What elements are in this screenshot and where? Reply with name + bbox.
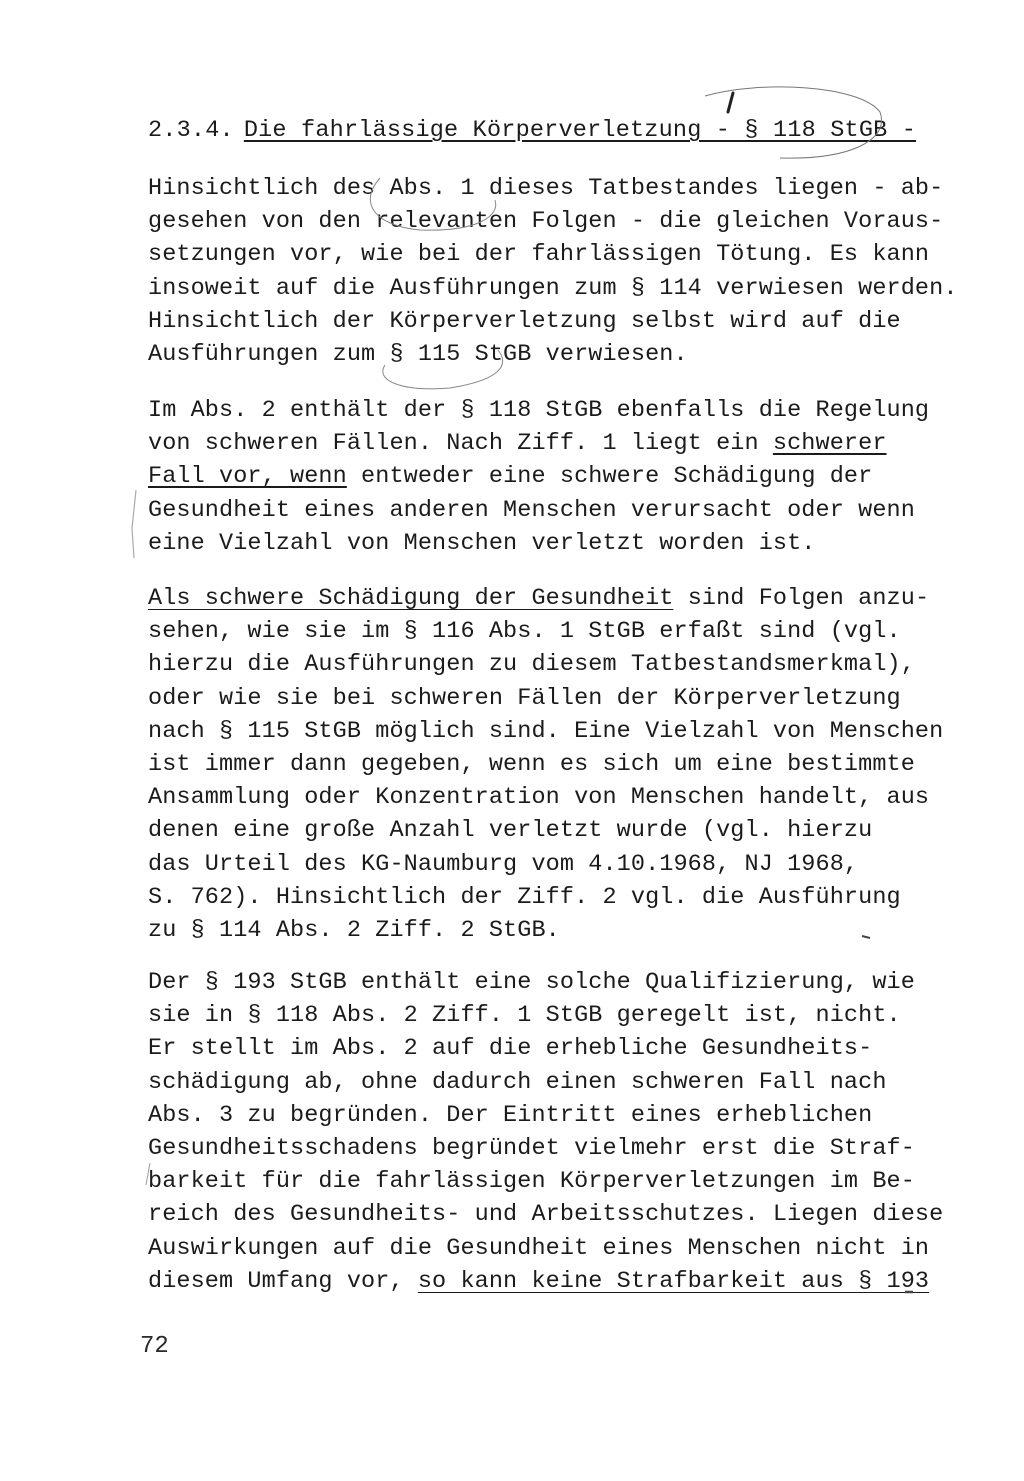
text-line: schädigung ab, ohne dadurch einen schweren Fall nach xyxy=(148,1068,887,1096)
text-line: sehen, wie sie im § 116 Abs. 1 StGB erfaßt sind (vgl. xyxy=(148,618,901,646)
text-line: eine Vielzahl von Menschen verletzt worden ist. xyxy=(148,529,816,557)
text-line: Abs. 3 zu begründen. Der Eintritt eines erheblichen xyxy=(148,1101,873,1129)
underlined-phrase: schwerer xyxy=(772,430,887,458)
paragraph-2 xyxy=(148,394,930,560)
text-line: das Urteil des KG-Naumburg vom 4.10.1968, NJ 1968, xyxy=(148,850,859,878)
text-line xyxy=(148,460,918,493)
text-line xyxy=(148,427,918,460)
text-line: S. 762). Hinsichtlich der Ziff. 2 vgl. die Ausführung xyxy=(148,883,901,911)
text-line: Gesundheit eines anderen Menschen verursacht oder wenn xyxy=(148,496,915,524)
underlined-phrase: Als schwere Schädigung der Gesundheit xyxy=(148,585,674,612)
pencil-margin-bracket xyxy=(132,490,136,558)
text-line: Der § 193 StGB enthält eine solche Qualifizierung, wie xyxy=(148,969,915,996)
text-line: Ansammlung oder Konzentration von Menschen handelt, aus xyxy=(148,784,930,812)
pencil-tick-mark xyxy=(728,93,733,112)
underlined-phrase: Fall vor, wenn xyxy=(148,463,347,491)
text-line: ist immer dann gegeben, wenn es sich um eine bestimmte xyxy=(148,750,915,778)
text-line xyxy=(148,1265,930,1298)
text-line xyxy=(148,582,930,615)
text-segment: diesem Umfang vor, xyxy=(148,1267,418,1295)
text-segment: von schweren Fällen. Nach Ziff. 1 liegt ein xyxy=(148,430,773,458)
text-line: Hinsichtlich des Abs. 1 dieses Tatbestandes liegen - ab- xyxy=(148,175,944,202)
underlined-phrase: so kann keine Strafbarkeit aus § 193 xyxy=(417,1267,930,1295)
text-line: barkeit für die fahrlässigen Körperverletzungen im Be- xyxy=(148,1168,915,1196)
text-line: hierzu die Ausführungen zu diesem Tatbestandsmerkmal), xyxy=(148,651,915,679)
text-line: reich des Gesundheits- und Arbeitsschutzes. Liegen diese xyxy=(148,1201,944,1229)
text-line: insoweit auf die Ausführungen zum § 114 verwiesen werden. xyxy=(148,274,958,302)
section-number: 2.3.4. xyxy=(148,117,234,144)
text-line: Ausführungen zum § 115 StGB verwiesen. xyxy=(148,340,688,368)
text-line: denen eine große Anzahl verletzt wurde (vgl. hierzu xyxy=(148,817,873,845)
text-line: Gesundheitsschadens begründet vielmehr erst die Straf- xyxy=(148,1134,915,1162)
text-line: sie in § 118 Abs. 2 Ziff. 1 StGB geregelt ist, nicht. xyxy=(148,1002,901,1030)
paragraph-3 xyxy=(148,582,944,947)
text-line: Im Abs. 2 enthält der § 118 StGB ebenfalls die Regelung xyxy=(148,397,930,424)
text-line: Er stellt im Abs. 2 auf die erhebliche Gesundheits- xyxy=(148,1035,873,1063)
text-line: gesehen von den relevanten Folgen - die gleichen Voraus- xyxy=(148,208,944,236)
text-line: setzungen vor, wie bei der fahrlässigen Tötung. Es kann xyxy=(148,241,930,269)
section-heading xyxy=(148,114,917,147)
text-segment: entweder eine schwere Schädigung der xyxy=(346,463,873,491)
text-segment: sind Folgen anzu- xyxy=(673,585,930,612)
text-line: Hinsichtlich der Körperverletzung selbst wird auf die xyxy=(148,307,901,335)
text-line: zu § 114 Abs. 2 Ziff. 2 StGB. xyxy=(148,916,560,944)
paragraph-1 xyxy=(148,172,958,371)
page-number: 72 xyxy=(140,1333,169,1360)
paragraph-4 xyxy=(148,966,944,1298)
text-line: oder wie sie bei schweren Fällen der Körperverletzung xyxy=(148,684,901,712)
section-title: Die fahrlässige Körperverletzung - § 118 StGB - xyxy=(243,117,917,144)
text-line: Auswirkungen auf die Gesundheit eines Menschen nicht in xyxy=(148,1234,930,1262)
text-line: nach § 115 StGB möglich sind. Eine Vielzahl von Menschen xyxy=(148,717,944,745)
